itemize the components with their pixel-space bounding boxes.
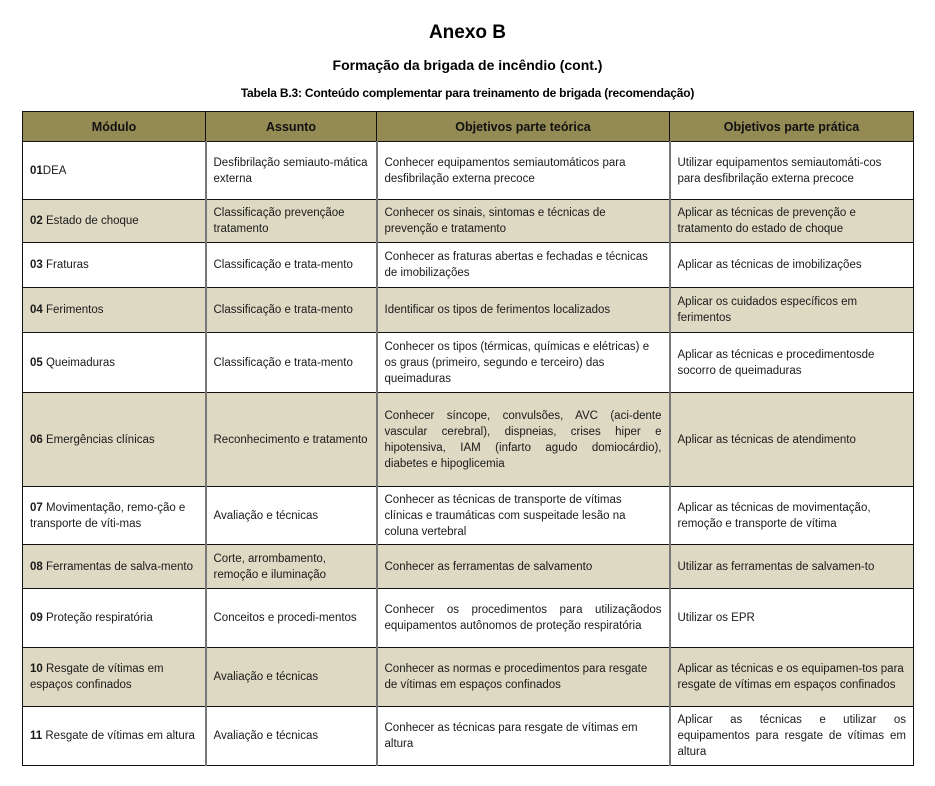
module-cell bbox=[23, 545, 206, 589]
theory-cell: Identificar os tipos de ferimentos localizados bbox=[377, 288, 670, 333]
module-name: Resgate de vítimas em espaços confinados bbox=[30, 663, 164, 691]
subject-cell: Corte, arrombamento, remoção e iluminação bbox=[206, 545, 377, 589]
table-row bbox=[23, 487, 914, 545]
module-cell bbox=[23, 589, 206, 648]
theory-cell: Conhecer as técnicas de transporte de vítimas clínicas e traumáticas com suspeitade lesão na coluna vertebral bbox=[377, 487, 670, 545]
module-number: 04 bbox=[30, 304, 43, 316]
module-cell bbox=[23, 707, 206, 766]
subject-cell: Desfibrilação semiauto-mática externa bbox=[206, 142, 377, 200]
module-number: 01 bbox=[30, 164, 43, 177]
module-name: Movimentação, remo-ção e transporte de víti-mas bbox=[30, 501, 186, 530]
column-header-subject: Assunto bbox=[206, 112, 377, 142]
module-name: DEA bbox=[42, 164, 67, 177]
table-row bbox=[23, 545, 914, 589]
module-number: 02 bbox=[30, 215, 43, 227]
subject-cell: Avaliação e técnicas bbox=[206, 648, 377, 707]
theory-cell: Conhecer os procedimentos para utilizaçãodos equipamentos autônomos de proteção respiratória bbox=[377, 589, 670, 648]
table-row bbox=[23, 200, 914, 243]
theory-cell: Conhecer os tipos (térmicas, químicas e elétricas) e os graus (primeiro, segundo e terceiro) das queimaduras bbox=[377, 333, 670, 393]
subject-cell: Classificação e trata-mento bbox=[206, 333, 377, 393]
theory-cell: Conhecer as normas e procedimentos para resgate de vítimas em espaços confinados bbox=[377, 648, 670, 707]
table-row bbox=[23, 707, 914, 766]
subject-cell: Classificação e trata-mento bbox=[206, 288, 377, 333]
table-row bbox=[23, 142, 914, 200]
section-title: Formação da brigada de incêndio (cont.) bbox=[332, 57, 603, 73]
theory-cell: Conhecer os sinais, sintomas e técnicas de prevenção e tratamento bbox=[377, 200, 670, 243]
practice-cell: Utilizar os EPR bbox=[670, 589, 914, 648]
module-number: 06 bbox=[30, 433, 43, 446]
practice-cell: Aplicar as técnicas de prevenção e tratamento do estado de choque bbox=[670, 200, 914, 243]
practice-cell: Aplicar as técnicas e os equipamen-tos para resgate de vítimas em espaços confinados bbox=[670, 648, 914, 707]
table-row bbox=[23, 589, 914, 648]
theory-cell: Conhecer as fraturas abertas e fechadas e técnicas de imobilizações bbox=[377, 243, 670, 288]
theory-cell: Conhecer equipamentos semiautomáticos para desfibrilação externa precoce bbox=[377, 142, 670, 200]
module-name: Fraturas bbox=[42, 259, 89, 271]
practice-cell: Aplicar as técnicas de movimentação, remoção e transporte de vítima bbox=[670, 487, 914, 545]
module-cell bbox=[23, 200, 206, 243]
module-cell bbox=[23, 648, 206, 707]
module-cell bbox=[23, 487, 206, 545]
module-number: 03 bbox=[30, 259, 43, 271]
practice-cell: Aplicar os cuidados específicos em ferimentos bbox=[670, 288, 914, 333]
practice-cell: Utilizar as ferramentas de salvamen-to bbox=[670, 545, 914, 589]
module-name: Ferimentos bbox=[42, 304, 104, 316]
table-row bbox=[23, 243, 914, 288]
column-header-theory-objectives: Objetivos parte teórica bbox=[377, 112, 670, 142]
module-number: 07 bbox=[30, 501, 43, 514]
table-row bbox=[23, 648, 914, 707]
table-row bbox=[23, 288, 914, 333]
practice-cell: Aplicar as técnicas e utilizar os equipamentos para resgate de vítimas em altura bbox=[670, 707, 914, 766]
practice-cell: Aplicar as técnicas e procedimentosde socorro de queimaduras bbox=[670, 333, 914, 393]
table-header-row bbox=[23, 112, 914, 142]
theory-cell: Conhecer as técnicas para resgate de vítimas em altura bbox=[377, 707, 670, 766]
training-content-table bbox=[22, 111, 914, 766]
module-number: 09 bbox=[30, 612, 43, 624]
annex-title: Anexo B bbox=[428, 22, 507, 43]
module-cell bbox=[23, 142, 206, 200]
module-number: 05 bbox=[30, 356, 43, 369]
module-cell bbox=[23, 288, 206, 333]
module-name: Proteção respiratória bbox=[42, 612, 153, 624]
module-number: 10 bbox=[30, 663, 43, 675]
subject-cell: Reconhecimento e tratamento bbox=[206, 393, 377, 487]
subject-cell: Avaliação e técnicas bbox=[206, 707, 377, 766]
subject-cell: Classificação prevençãoe tratamento bbox=[206, 200, 377, 243]
module-name: Ferramentas de salva-mento bbox=[42, 560, 193, 573]
theory-cell: Conhecer as ferramentas de salvamento bbox=[377, 545, 670, 589]
table-row bbox=[23, 333, 914, 393]
module-number: 11 bbox=[30, 730, 43, 742]
module-name: Emergências clínicas bbox=[42, 433, 155, 446]
theory-cell: Conhecer síncope, convulsões, AVC (aci-dente vascular cerebral), dispneias, crises hiper e hipotensiva, IAM (infarto agudo domiocárdio), diabetes e hipoglicemia bbox=[377, 393, 670, 487]
subject-cell: Conceitos e procedi-mentos bbox=[206, 589, 377, 648]
table-row bbox=[23, 393, 914, 487]
module-cell bbox=[23, 243, 206, 288]
module-cell bbox=[23, 333, 206, 393]
module-name: Resgate de vítimas em altura bbox=[42, 730, 195, 742]
table-caption: Tabela B.3: Conteúdo complementar para treinamento de brigada (recomendação) bbox=[240, 86, 695, 100]
module-name: Queimaduras bbox=[42, 356, 116, 369]
practice-cell: Aplicar as técnicas de imobilizações bbox=[670, 243, 914, 288]
module-number: 08 bbox=[30, 560, 43, 573]
subject-cell: Classificação e trata-mento bbox=[206, 243, 377, 288]
practice-cell: Utilizar equipamentos semiautomáti-cos para desfibrilação externa precoce bbox=[670, 142, 914, 200]
subject-cell: Avaliação e técnicas bbox=[206, 487, 377, 545]
practice-cell: Aplicar as técnicas de atendimento bbox=[670, 393, 914, 487]
column-header-practice-objectives: Objetivos parte prática bbox=[670, 112, 914, 142]
column-header-module: Módulo bbox=[23, 112, 206, 142]
module-name: Estado de choque bbox=[42, 215, 139, 227]
module-cell bbox=[23, 393, 206, 487]
